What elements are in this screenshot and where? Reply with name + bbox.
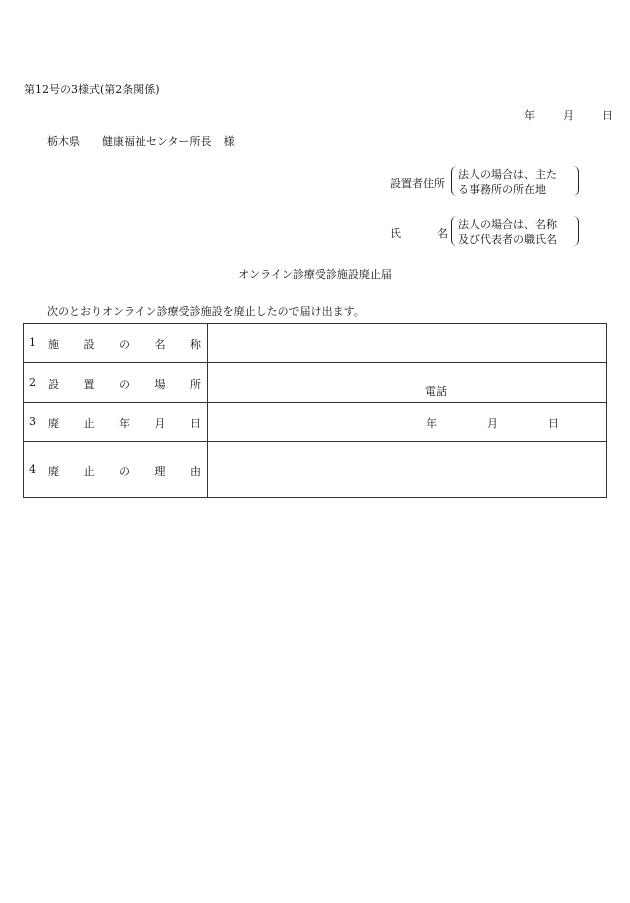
date-day-label: 日 bbox=[602, 109, 613, 122]
table-row-reason bbox=[24, 442, 607, 498]
row-label-char: 日 bbox=[190, 417, 201, 430]
row-label-char: 廃 bbox=[48, 464, 59, 478]
row-label-char: 止 bbox=[83, 464, 95, 478]
owner-address-label: 設置者住所 bbox=[390, 177, 445, 190]
abolition-date-field[interactable] bbox=[208, 403, 607, 442]
owner-name-note-line1: 法人の場合は、名称 bbox=[458, 218, 557, 231]
row-label-char: 置 bbox=[83, 377, 95, 391]
row-label-char: 名 bbox=[154, 338, 166, 351]
owner-address-note bbox=[451, 166, 579, 196]
table-row-location bbox=[24, 363, 607, 403]
abolition-day-label: 日 bbox=[548, 417, 559, 430]
date-month-label: 月 bbox=[563, 109, 574, 122]
row-label-char: 年 bbox=[119, 417, 130, 430]
facility-name-field[interactable] bbox=[208, 324, 607, 363]
row-label-char: 月 bbox=[154, 417, 166, 430]
addressee-honorific: 様 bbox=[223, 135, 235, 148]
row-label-char: の bbox=[119, 377, 130, 391]
row-label-char: 施 bbox=[48, 338, 59, 351]
phone-label: 電話 bbox=[425, 385, 447, 398]
abolition-year-label: 年 bbox=[426, 417, 437, 430]
location-field[interactable] bbox=[208, 363, 607, 403]
date-line bbox=[524, 107, 613, 123]
row-label-char: 場 bbox=[154, 377, 166, 391]
row-label-char: 由 bbox=[190, 464, 201, 478]
form-number: 第12号の3様式(第2条関係) bbox=[24, 83, 160, 96]
owner-address-note-line1: 法人の場合は、主た bbox=[458, 168, 557, 181]
row-label-reason bbox=[24, 442, 208, 498]
row-label-char: 廃 bbox=[48, 417, 59, 430]
addressee-office: 健康福祉センター所長 bbox=[102, 135, 212, 148]
addressee-prefecture: 栃木県 bbox=[47, 135, 80, 148]
form-table bbox=[23, 323, 607, 498]
row-label-location bbox=[24, 363, 208, 403]
row-label-char: 止 bbox=[83, 417, 95, 430]
row-number: 3 bbox=[29, 415, 36, 428]
row-number: 2 bbox=[29, 375, 36, 389]
row-label-char: 設 bbox=[48, 377, 59, 391]
table-row-abolition-date bbox=[24, 403, 607, 442]
date-year-label: 年 bbox=[524, 109, 535, 122]
row-number: 1 bbox=[29, 336, 36, 349]
owner-name-label-char1: 氏 bbox=[390, 227, 401, 240]
owner-name-label-char2: 名 bbox=[437, 227, 448, 240]
row-label-abolition-date bbox=[24, 403, 208, 442]
owner-name-note-line2: 及び代表者の職氏名 bbox=[458, 233, 557, 246]
row-label-char: 所 bbox=[190, 377, 201, 391]
row-label-char: 設 bbox=[83, 338, 95, 351]
row-label-char: 称 bbox=[190, 338, 201, 351]
row-label-char: 理 bbox=[154, 464, 166, 478]
abolition-month-label: 月 bbox=[487, 417, 498, 430]
row-label-char: の bbox=[119, 464, 130, 478]
row-label-facility-name bbox=[24, 324, 208, 363]
row-number: 4 bbox=[29, 462, 36, 476]
document-title: オンライン診療受診施設廃止届 bbox=[238, 268, 392, 281]
reason-field[interactable] bbox=[208, 442, 607, 498]
row-label-char: の bbox=[119, 338, 130, 351]
abolition-date-fields bbox=[426, 415, 559, 431]
owner-address-note-line2: る事務所の所在地 bbox=[458, 183, 546, 196]
addressee bbox=[47, 133, 235, 149]
table-row-facility-name bbox=[24, 324, 607, 363]
statement-text: 次のとおりオンライン診療受診施設を廃止したので届け出ます。 bbox=[47, 305, 365, 318]
owner-name-note bbox=[451, 216, 579, 246]
